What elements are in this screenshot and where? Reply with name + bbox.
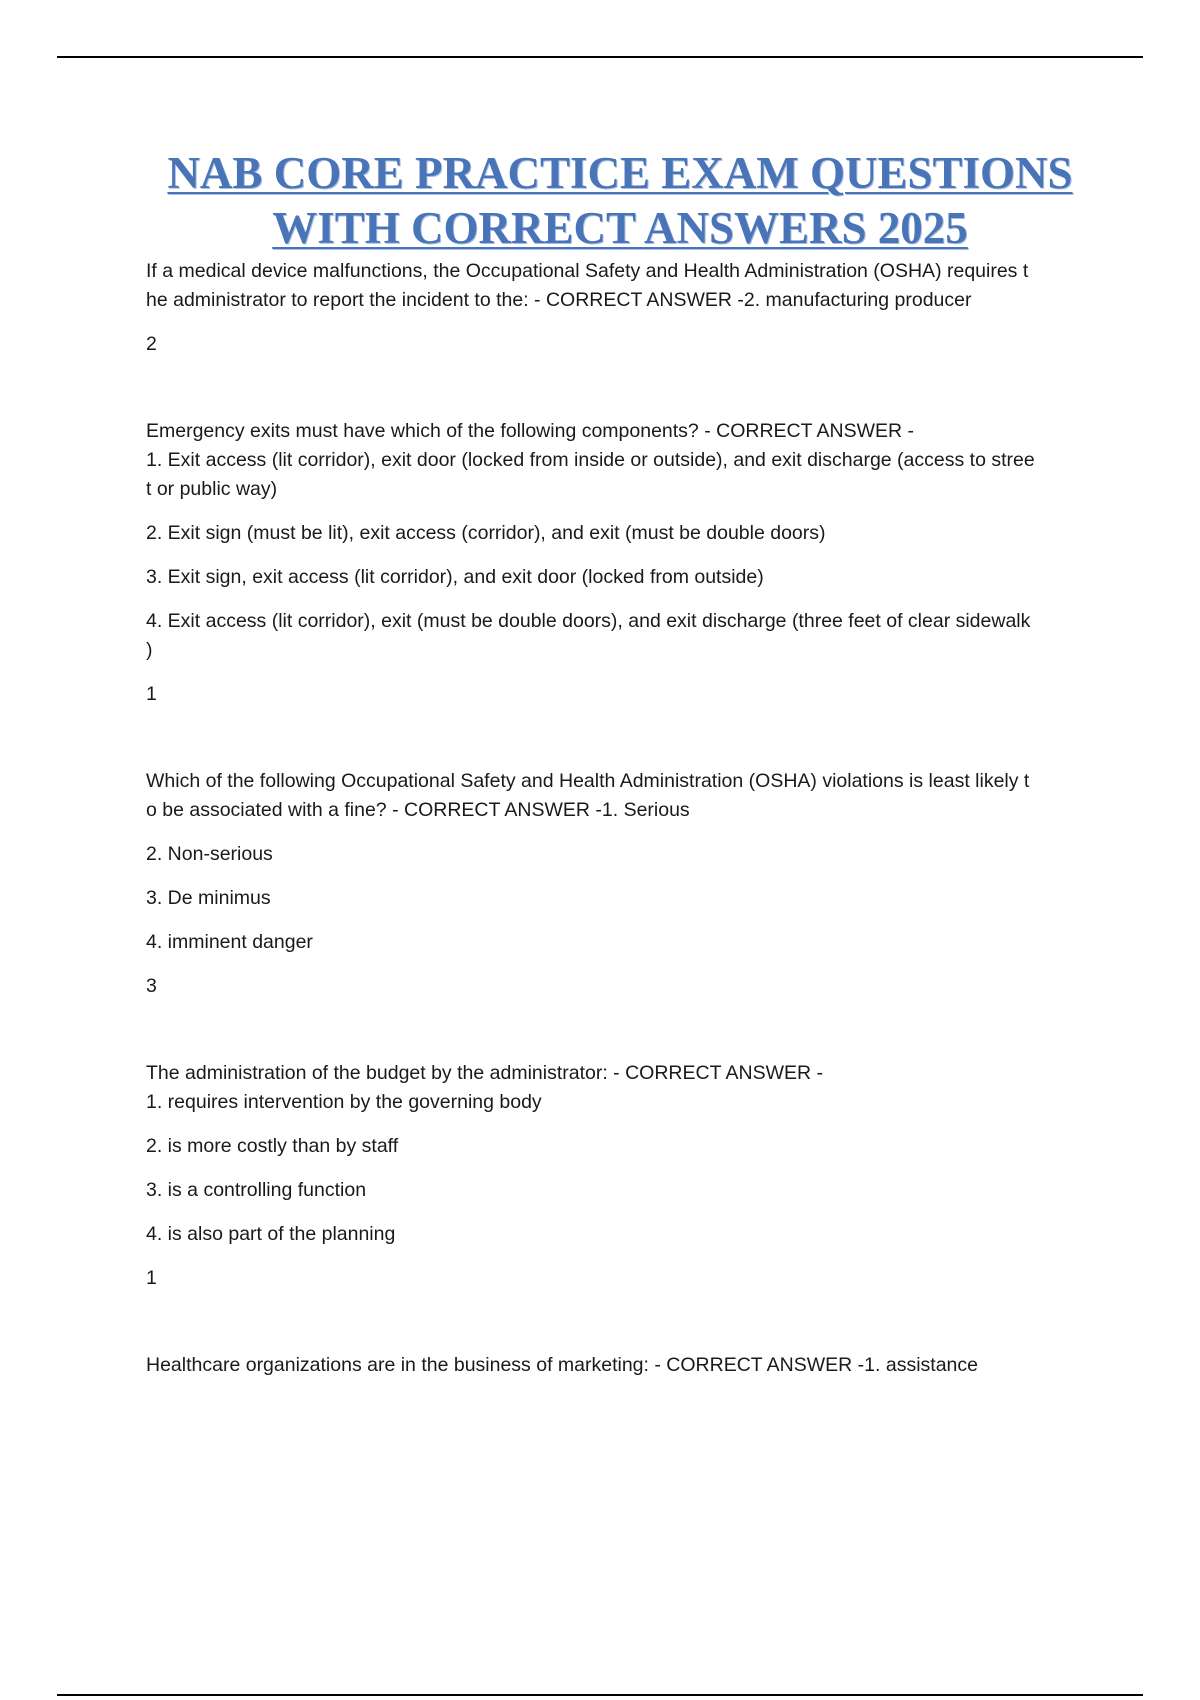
- question-block: [146, 767, 1096, 1001]
- footer-rule: [57, 1694, 1143, 1696]
- question-block: [146, 1351, 1096, 1380]
- question-text: The administration of the budget by the administrator: - CORRECT ANSWER -: [146, 1062, 823, 1084]
- answer-number: 1: [146, 1267, 157, 1289]
- answer-option: ): [146, 639, 153, 661]
- answer-number: 1: [146, 683, 157, 705]
- document-body: [146, 257, 1096, 1380]
- answer-option: 4. imminent danger: [146, 931, 313, 953]
- answer-number: 3: [146, 975, 157, 997]
- question-block: [146, 257, 1096, 359]
- answer-option: 3. De minimus: [146, 887, 271, 909]
- answer-option: 2. Exit sign (must be lit), exit access (corridor), and exit (must be double doors): [146, 522, 826, 544]
- question-text: 1. requires intervention by the governing body: [146, 1091, 542, 1113]
- question-text: Healthcare organizations are in the business of marketing: - CORRECT ANSWER -1. assistance: [146, 1354, 978, 1376]
- question-text: t or public way): [146, 478, 278, 500]
- answer-option: 3. is a controlling function: [146, 1179, 367, 1201]
- question-text: o be associated with a fine? - CORRECT ANSWER -1. Serious: [146, 799, 690, 821]
- answer-option: 4. Exit access (lit corridor), exit (must be double doors), and exit discharge (three feet of clear sidewalk: [146, 610, 1031, 632]
- question-text: Emergency exits must have which of the following components? - CORRECT ANSWER -: [146, 420, 915, 442]
- question-text: 1. Exit access (lit corridor), exit door (locked from inside or outside), and exit discharge (access to stree: [146, 449, 1035, 471]
- answer-option: 2. Non-serious: [146, 843, 273, 865]
- question-block: [146, 1059, 1096, 1293]
- question-block: [146, 417, 1096, 709]
- answer-option: 3. Exit sign, exit access (lit corridor), and exit door (locked from outside): [146, 566, 764, 588]
- answer-option: 2. is more costly than by staff: [146, 1135, 399, 1157]
- title-line-2: WITH CORRECT ANSWERS 2025: [272, 203, 968, 253]
- question-text: If a medical device malfunctions, the Occupational Safety and Health Administration (OSHA) requires t: [146, 260, 1029, 282]
- question-text: Which of the following Occupational Safety and Health Administration (OSHA) violations is least likely t: [146, 770, 1030, 792]
- answer-option: 4. is also part of the planning: [146, 1223, 396, 1245]
- title-line-1: NAB CORE PRACTICE EXAM QUESTIONS: [167, 148, 1073, 198]
- question-text: he administrator to report the incident to the: - CORRECT ANSWER -2. manufacturing producer: [146, 289, 972, 311]
- document-title: [100, 146, 1140, 256]
- header-rule: [57, 56, 1143, 58]
- answer-number: 2: [146, 333, 157, 355]
